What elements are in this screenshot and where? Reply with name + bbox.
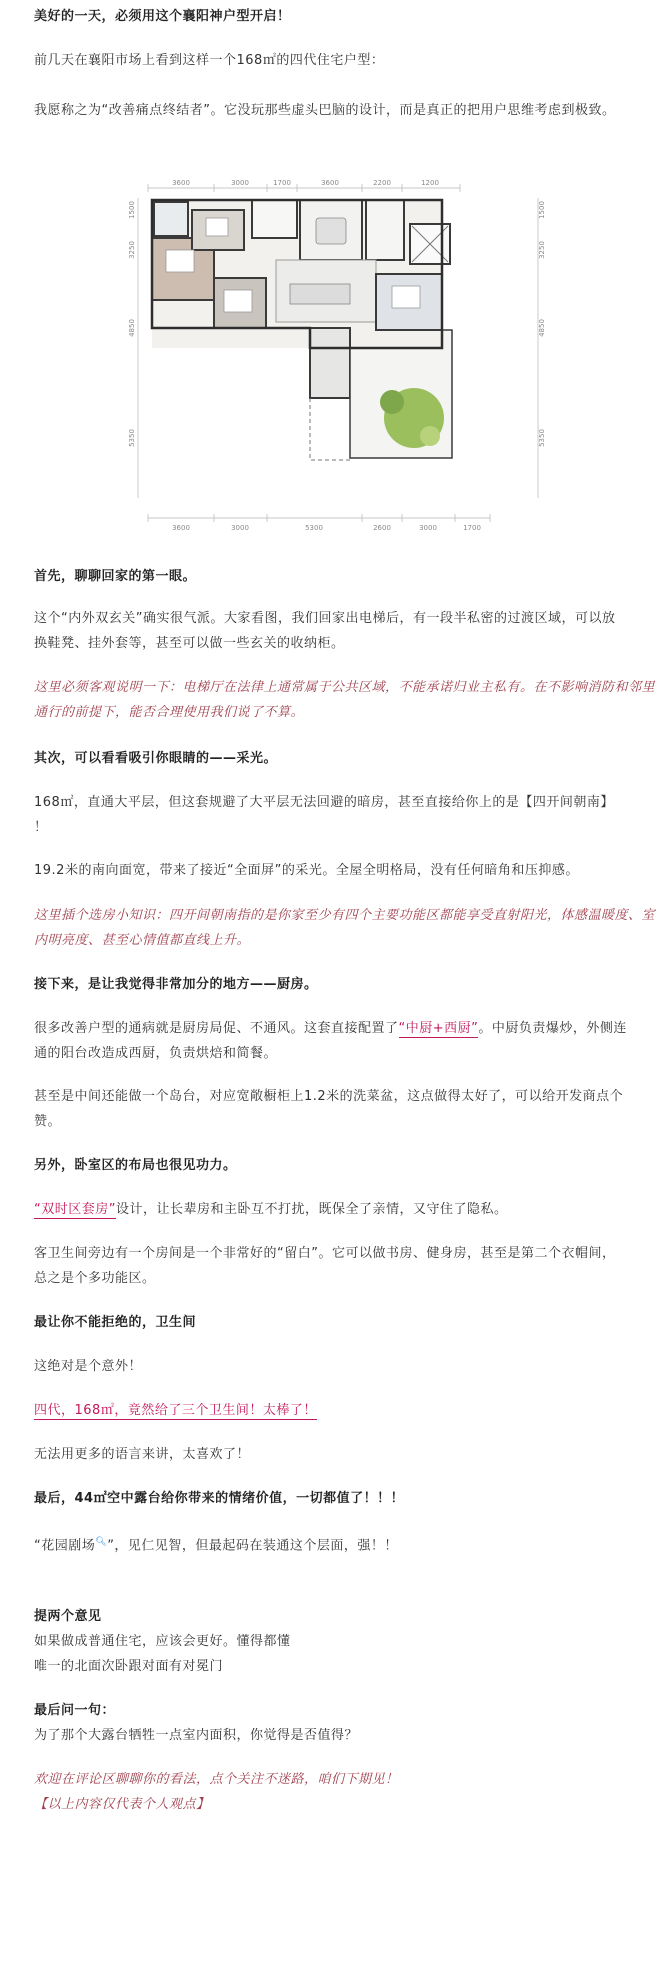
section-4-paragraph-1: [34, 1197, 639, 1222]
section-8-title: 最后问一句：: [34, 1703, 116, 1718]
kitchen-highlight: “中厨+西厨”: [398, 1021, 479, 1036]
section-7-line-1: 如果做成普通住宅，应该会更好。懂得都懂: [34, 1634, 291, 1649]
section-5-paragraph-1: 这绝对是个意外！: [34, 1359, 143, 1374]
dim-top-2: 3000: [231, 179, 249, 187]
bathroom-highlight: 四代，168㎡，竟然给了三个卫生间！太棒了！: [34, 1403, 317, 1418]
section-7-line-2: 唯一的北面次卧跟对面有对冕门: [34, 1659, 224, 1674]
dim-left-2: 3250: [128, 241, 136, 259]
dim-top-4: 3600: [321, 179, 339, 187]
section-2-paragraph-1-line-1: 168㎡，直通大平层，但这套规避了大平层无法回避的暗房，甚至直接给你上的是【四开间朝南】: [34, 795, 614, 810]
section-1-note-line-2: 通行的前提下，能否合理使用我们说了不算。: [34, 705, 305, 720]
dim-top-6: 1200: [421, 179, 439, 187]
section-3-text-post: 。中厨负责爆炒，外侧连: [478, 1021, 627, 1036]
section-1-note-line-1: 这里必须客观说明一下：电梯厅在法律上通常属于公共区域，不能承诺归业主私有。在不影响消防和邻里: [34, 680, 656, 695]
section-8-line-1: 为了那个大露台牺牲一点室内面积，你觉得是否值得？: [34, 1728, 359, 1743]
section-5-paragraph-2: 无法用更多的语言来讲，太喜欢了！: [34, 1447, 251, 1462]
section-4-paragraph-2-line-2: 总之是个多功能区。: [34, 1271, 156, 1286]
section-4-text-post: 设计，让长辈房和主卧互不打扰，既保全了亲情，又守住了隐私。: [115, 1202, 508, 1217]
outro-line-1: 欢迎在评论区聊聊你的看法，点个关注不迷路，咱们下期见！: [34, 1772, 399, 1787]
section-2-title: 其次，可以看看吸引你眼睛的——采光。: [34, 751, 278, 766]
dim-top-5: 2200: [373, 179, 391, 187]
floor-plan-image: [130, 178, 555, 531]
dim-right-2: 3250: [538, 241, 546, 259]
dim-right-1: 1500: [538, 201, 546, 219]
suite-highlight: “双时区套房”: [34, 1202, 116, 1217]
section-5-title: 最让你不能拒绝的，卫生间: [34, 1315, 197, 1330]
section-3-title: 接下来，是让我觉得非常加分的地方——厨房。: [34, 977, 318, 992]
section-6-paragraph-1: [34, 1530, 639, 1558]
dim-left-1: 1500: [128, 201, 136, 219]
section-3-text-pre: 很多改善户型的通病就是厨房局促、不通风。这套直接配置了: [34, 1021, 399, 1036]
dim-left-4: 5350: [128, 429, 136, 447]
outro-line-2: 【以上内容仅代表个人观点】: [34, 1797, 210, 1812]
section-3-paragraph-2-line-2: 赞。: [34, 1114, 62, 1129]
section-3-paragraph-1-line-1: [34, 1016, 639, 1041]
dim-bottom-3: 5300: [305, 524, 323, 532]
section-1-paragraph-line-2: 换鞋凳、挂外套等，甚至可以做一些玄关的收纳柜。: [34, 636, 345, 651]
section-6-text-post: ”，见仁见智，但最起码在装通这个层面，强！！: [107, 1538, 398, 1554]
section-4-paragraph-2-line-1: 客卫生间旁边有一个房间是一个非常好的“留白”。它可以做书房、健身房，甚至是第二个衣帽间，: [34, 1246, 616, 1261]
section-5-highlight-line: [34, 1398, 639, 1423]
dim-bottom-2: 3000: [231, 524, 249, 532]
dim-top-1: 3600: [172, 179, 190, 187]
section-2-paragraph-2: 19.2米的南向面宽，带来了接近“全面屏”的采光。全屋全明格局，没有任何暗角和压抑感。: [34, 863, 579, 878]
section-7-title: 提两个意见: [34, 1609, 102, 1624]
dim-bottom-4: 2600: [373, 524, 391, 532]
section-1-paragraph-line-1: 这个“内外双玄关”确实很气派。大家看图，我们回家出电梯后，有一段半私密的过渡区域，可以放: [34, 611, 616, 626]
intro-paragraph-1: 前几天在襄阳市场上看到这样一个168㎡的四代住宅户型：: [34, 53, 385, 68]
dim-top-3: 1700: [273, 179, 291, 187]
dim-bottom-5: 3000: [419, 524, 437, 532]
section-3-paragraph-1-line-2: 通的阳台改造成西厨，负责烘焙和简餐。: [34, 1046, 278, 1061]
section-6-title: 最后，44㎡空中露台给你带来的情绪价值，一切都值了！！！: [34, 1491, 405, 1506]
dim-left-3: 4850: [128, 319, 136, 337]
dim-bottom-1: 3600: [172, 524, 190, 532]
section-2-paragraph-1-line-2: ！: [34, 820, 48, 835]
article-title: 美好的一天，必须用这个襄阳神户型开启！: [34, 9, 291, 24]
search-icon[interactable]: 🔍︎: [95, 1537, 108, 1547]
section-2-note-line-1: 这里插个选房小知识：四开间朝南指的是你家至少有四个主要功能区都能享受直射阳光，体感温暖度、室: [34, 908, 656, 923]
intro-paragraph-2: 我愿称之为“改善痛点终结者”。它没玩那些虚头巴脑的设计，而是真正的把用户思维考虑到极致。: [34, 103, 616, 118]
dim-right-3: 4850: [538, 319, 546, 337]
section-2-note-line-2: 内明亮度、甚至心情值都直线上升。: [34, 933, 251, 948]
section-1-title: 首先，聊聊回家的第一眼。: [34, 569, 197, 584]
section-3-paragraph-2-line-1: 甚至是中间还能做一个岛台，对应宽敞橱柜上1.2米的洗菜盆，这点做得太好了，可以给开发商点个: [34, 1089, 624, 1104]
dim-right-4: 5350: [538, 429, 546, 447]
dim-bottom-6: 1700: [463, 524, 481, 532]
section-6-text-pre: “花园剧场: [34, 1538, 96, 1554]
section-4-title: 另外，卧室区的布局也很见功力。: [34, 1158, 237, 1173]
